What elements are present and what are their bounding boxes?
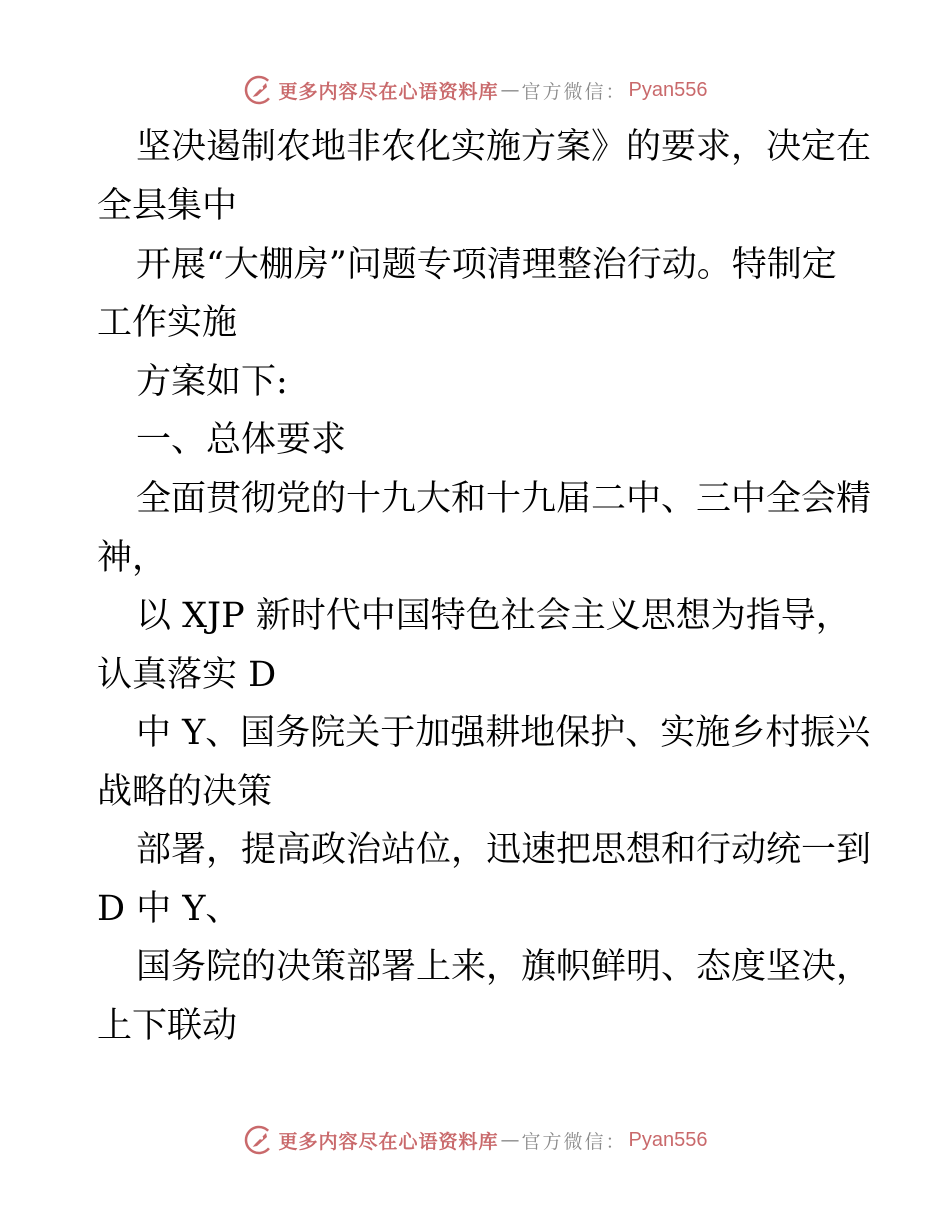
body-line: 方案如下: bbox=[136, 362, 288, 402]
body-line: 国务院的决策部署上来，旗帜鲜明、态度坚决， bbox=[136, 947, 872, 987]
body-line: 中 Y、国务院关于加强耕地保护、实施乡村振兴 bbox=[136, 713, 871, 753]
section-heading: 一、总体要求 bbox=[136, 420, 347, 460]
body-line: D 中 Y、 bbox=[97, 889, 241, 929]
brand-name: 更多内容尽在心语资料库 bbox=[278, 80, 499, 103]
body-line: 以 XJP 新时代中国特色社会主义思想为指导， bbox=[136, 596, 851, 636]
body-line: 部署，提高政治站位，迅速把思想和行动统一到 bbox=[136, 830, 872, 870]
body-line: 工作实施 bbox=[97, 303, 238, 343]
brand-name: 更多内容尽在心语资料库 bbox=[278, 1130, 499, 1153]
wechat-id: Pyan556 bbox=[628, 78, 708, 101]
body-line: 战略的决策 bbox=[97, 772, 273, 812]
body-line: 开展“大棚房”问题专项清理整治行动。特制定 bbox=[136, 245, 837, 285]
wechat-id: Pyan556 bbox=[628, 1128, 708, 1151]
header-banner bbox=[0, 70, 950, 110]
wechat-label: 官方微信： bbox=[521, 1130, 627, 1153]
body-line: 上下联动 bbox=[97, 1006, 238, 1046]
pen-nib-logo-icon bbox=[243, 74, 275, 106]
body-line: 全面贯彻党的十九大和十九届二中、三中全会精 bbox=[136, 479, 872, 519]
footer-banner bbox=[0, 1120, 950, 1160]
body-line: 认真落实 D bbox=[97, 655, 277, 695]
body-line: 神， bbox=[97, 538, 168, 578]
pen-nib-logo-icon bbox=[243, 1124, 275, 1156]
wechat-label: 官方微信： bbox=[521, 80, 627, 103]
body-line: 坚决遏制农地非农化实施方案》的要求，决定在 bbox=[136, 127, 872, 167]
brand-separator: — bbox=[500, 79, 520, 101]
brand-separator: — bbox=[500, 1129, 520, 1151]
body-line: 全县集中 bbox=[97, 186, 238, 226]
